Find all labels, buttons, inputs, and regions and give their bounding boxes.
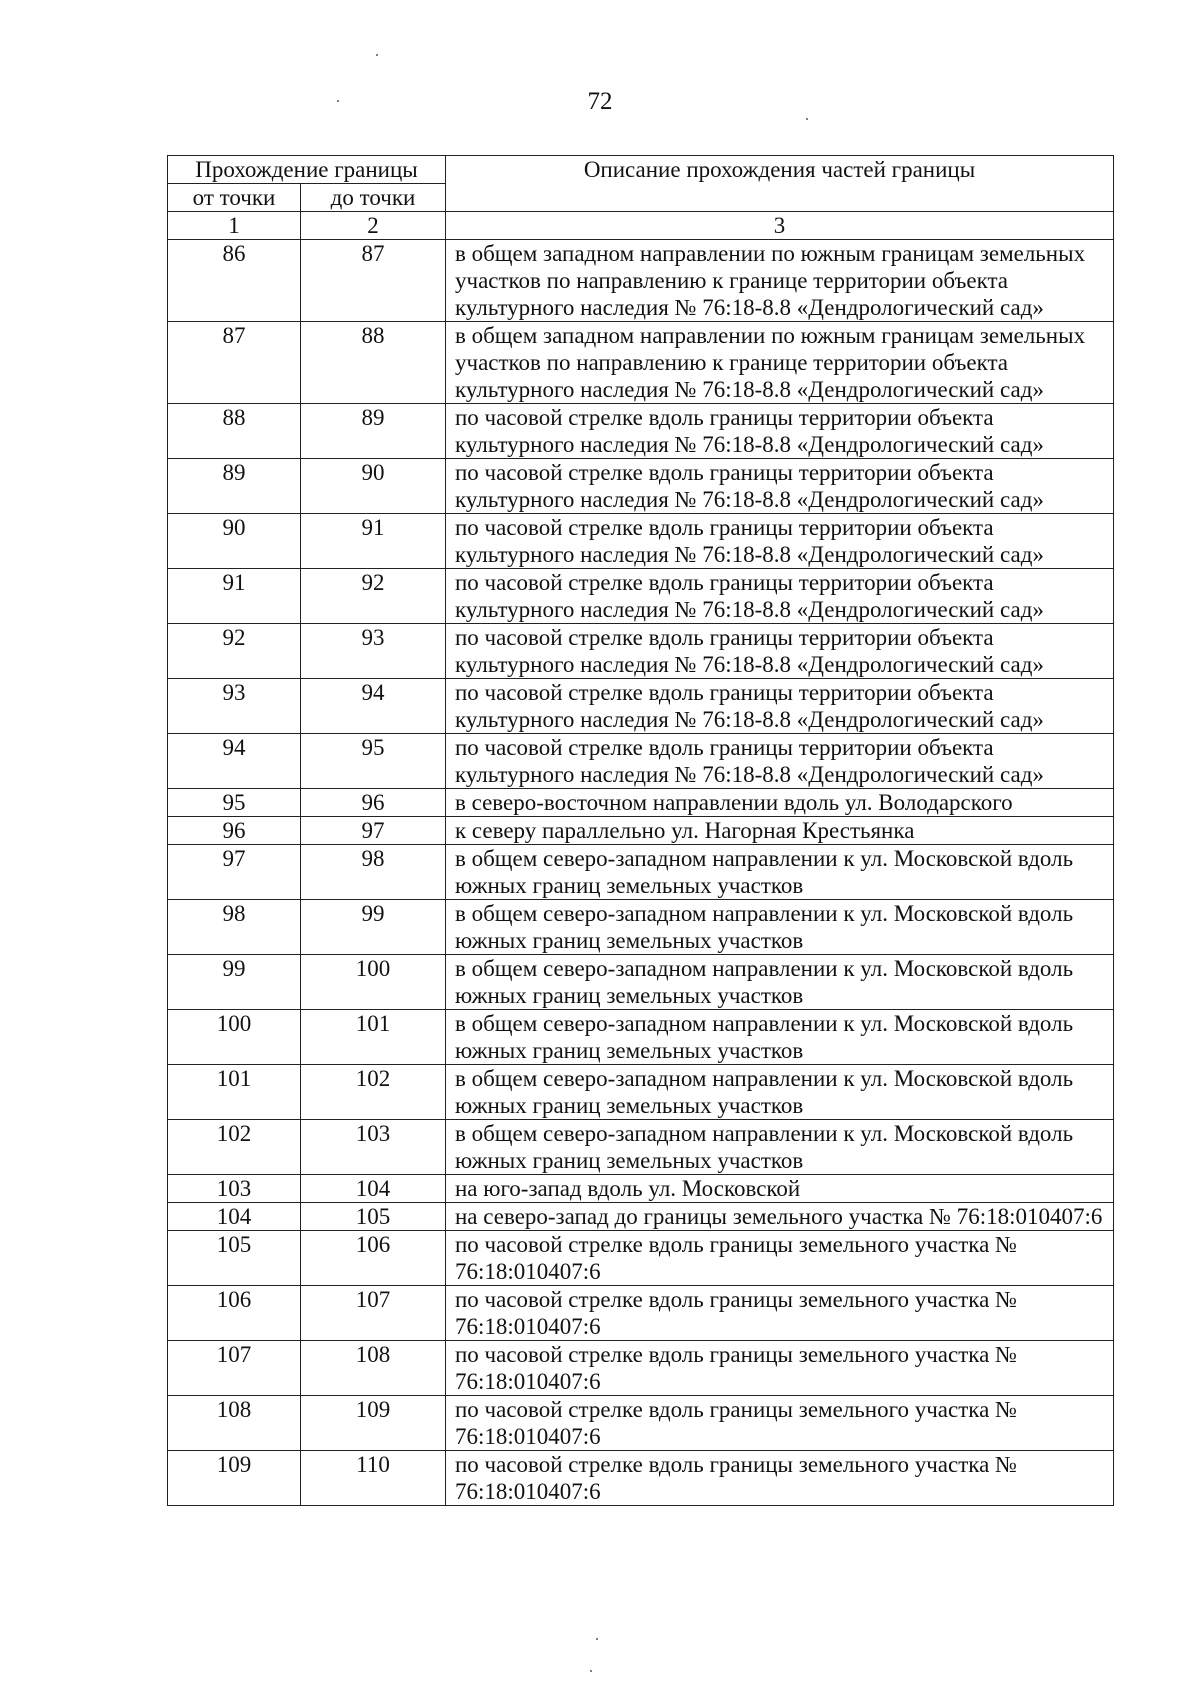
cell-description: по часовой стрелке вдоль границы территории объекта культурного наследия № 76:18-8.8 «Дендрологический сад»: [446, 734, 1114, 789]
cell-to-point: 98: [301, 845, 446, 900]
header-col-3: 3: [446, 212, 1114, 240]
cell-description: по часовой стрелке вдоль границы земельного участка № 76:18:010407:6: [446, 1451, 1114, 1506]
table-row: [168, 514, 1114, 569]
table-header: [168, 156, 1114, 240]
cell-from-point: 96: [168, 817, 301, 845]
cell-description: в общем западном направлении по южным границам земельных участков по направлению к границе территории объекта культурного наследия № 76:18-8.8 «Дендрологический сад»: [446, 322, 1114, 404]
cell-description: по часовой стрелке вдоль границы земельного участка № 76:18:010407:6: [446, 1231, 1114, 1286]
cell-to-point: 100: [301, 955, 446, 1010]
cell-from-point: 103: [168, 1175, 301, 1203]
cell-from-point: 91: [168, 569, 301, 624]
cell-to-point: 99: [301, 900, 446, 955]
cell-description: к северу параллельно ул. Нагорная Крестьянка: [446, 817, 1114, 845]
cell-to-point: 104: [301, 1175, 446, 1203]
table-row: [168, 955, 1114, 1010]
table-row: [168, 624, 1114, 679]
cell-description: в общем западном направлении по южным границам земельных участков по направлению к границе территории объекта культурного наследия № 76:18-8.8 «Дендрологический сад»: [446, 240, 1114, 322]
table-row: [168, 1010, 1114, 1065]
cell-to-point: 108: [301, 1341, 446, 1396]
table-row: [168, 679, 1114, 734]
table-row: [168, 459, 1114, 514]
cell-description: по часовой стрелке вдоль границы территории объекта культурного наследия № 76:18-8.8 «Дендрологический сад»: [446, 569, 1114, 624]
cell-description: в общем северо-западном направлении к ул. Московской вдоль южных границ земельных участков: [446, 1010, 1114, 1065]
header-passage: Прохождение границы: [168, 156, 446, 184]
cell-description: в общем северо-западном направлении к ул. Московской вдоль южных границ земельных участков: [446, 900, 1114, 955]
table-row: [168, 1341, 1114, 1396]
table-row: [168, 1175, 1114, 1203]
cell-from-point: 93: [168, 679, 301, 734]
cell-to-point: 89: [301, 404, 446, 459]
header-to-point: до точки: [301, 184, 446, 212]
cell-to-point: 97: [301, 817, 446, 845]
table-row: [168, 1286, 1114, 1341]
header-from-point: от точки: [168, 184, 301, 212]
table-body: [168, 240, 1114, 1506]
cell-to-point: 110: [301, 1451, 446, 1506]
cell-from-point: 90: [168, 514, 301, 569]
cell-from-point: 101: [168, 1065, 301, 1120]
cell-description: по часовой стрелке вдоль границы земельного участка № 76:18:010407:6: [446, 1341, 1114, 1396]
cell-to-point: 102: [301, 1065, 446, 1120]
cell-to-point: 106: [301, 1231, 446, 1286]
table-row: [168, 569, 1114, 624]
scan-speck: [337, 100, 339, 102]
cell-from-point: 105: [168, 1231, 301, 1286]
cell-to-point: 88: [301, 322, 446, 404]
cell-to-point: 96: [301, 789, 446, 817]
table-row: [168, 1231, 1114, 1286]
cell-description: по часовой стрелке вдоль границы земельного участка № 76:18:010407:6: [446, 1396, 1114, 1451]
cell-from-point: 107: [168, 1341, 301, 1396]
table-row: [168, 817, 1114, 845]
cell-to-point: 107: [301, 1286, 446, 1341]
scan-speck: [806, 118, 808, 120]
cell-description: по часовой стрелке вдоль границы территории объекта культурного наследия № 76:18-8.8 «Дендрологический сад»: [446, 514, 1114, 569]
cell-from-point: 94: [168, 734, 301, 789]
cell-from-point: 89: [168, 459, 301, 514]
cell-from-point: 104: [168, 1203, 301, 1231]
table-row: [168, 1396, 1114, 1451]
header-col-2: 2: [301, 212, 446, 240]
table-row: [168, 845, 1114, 900]
cell-from-point: 95: [168, 789, 301, 817]
cell-from-point: 88: [168, 404, 301, 459]
cell-description: по часовой стрелке вдоль границы земельного участка № 76:18:010407:6: [446, 1286, 1114, 1341]
cell-from-point: 92: [168, 624, 301, 679]
scan-speck: [590, 1670, 592, 1672]
cell-description: по часовой стрелке вдоль границы территории объекта культурного наследия № 76:18-8.8 «Дендрологический сад»: [446, 624, 1114, 679]
table-row: [168, 1203, 1114, 1231]
cell-description: на юго-запад вдоль ул. Московской: [446, 1175, 1114, 1203]
cell-to-point: 87: [301, 240, 446, 322]
cell-to-point: 95: [301, 734, 446, 789]
cell-from-point: 86: [168, 240, 301, 322]
cell-description: в общем северо-западном направлении к ул. Московской вдоль южных границ земельных участков: [446, 845, 1114, 900]
table-row: [168, 240, 1114, 322]
table-row: [168, 734, 1114, 789]
cell-to-point: 101: [301, 1010, 446, 1065]
cell-from-point: 87: [168, 322, 301, 404]
table-row: [168, 322, 1114, 404]
cell-to-point: 105: [301, 1203, 446, 1231]
cell-to-point: 92: [301, 569, 446, 624]
table-row: [168, 789, 1114, 817]
table-row: [168, 404, 1114, 459]
cell-from-point: 109: [168, 1451, 301, 1506]
cell-from-point: 108: [168, 1396, 301, 1451]
cell-from-point: 97: [168, 845, 301, 900]
header-description: Описание прохождения частей границы: [446, 156, 1114, 212]
cell-description: по часовой стрелке вдоль границы территории объекта культурного наследия № 76:18-8.8 «Дендрологический сад»: [446, 679, 1114, 734]
cell-description: в общем северо-западном направлении к ул. Московской вдоль южных границ земельных участков: [446, 1120, 1114, 1175]
cell-description: в общем северо-западном направлении к ул. Московской вдоль южных границ земельных участков: [446, 955, 1114, 1010]
scan-speck: [596, 1638, 598, 1640]
cell-to-point: 91: [301, 514, 446, 569]
cell-from-point: 99: [168, 955, 301, 1010]
cell-description: в северо-восточном направлении вдоль ул. Володарского: [446, 789, 1114, 817]
cell-description: в общем северо-западном направлении к ул. Московской вдоль южных границ земельных участков: [446, 1065, 1114, 1120]
cell-from-point: 98: [168, 900, 301, 955]
table-row: [168, 1451, 1114, 1506]
table-row: [168, 1120, 1114, 1175]
cell-to-point: 94: [301, 679, 446, 734]
table-row: [168, 900, 1114, 955]
cell-to-point: 93: [301, 624, 446, 679]
cell-description: на северо-запад до границы земельного участка № 76:18:010407:6: [446, 1203, 1114, 1231]
cell-from-point: 102: [168, 1120, 301, 1175]
boundary-table: [167, 155, 1114, 1506]
header-col-1: 1: [168, 212, 301, 240]
cell-description: по часовой стрелке вдоль границы территории объекта культурного наследия № 76:18-8.8 «Дендрологический сад»: [446, 404, 1114, 459]
cell-description: по часовой стрелке вдоль границы территории объекта культурного наследия № 76:18-8.8 «Дендрологический сад»: [446, 459, 1114, 514]
scan-speck: [376, 54, 378, 56]
cell-to-point: 103: [301, 1120, 446, 1175]
cell-from-point: 106: [168, 1286, 301, 1341]
cell-to-point: 90: [301, 459, 446, 514]
cell-from-point: 100: [168, 1010, 301, 1065]
table-row: [168, 1065, 1114, 1120]
page-number: 72: [587, 88, 613, 115]
cell-to-point: 109: [301, 1396, 446, 1451]
